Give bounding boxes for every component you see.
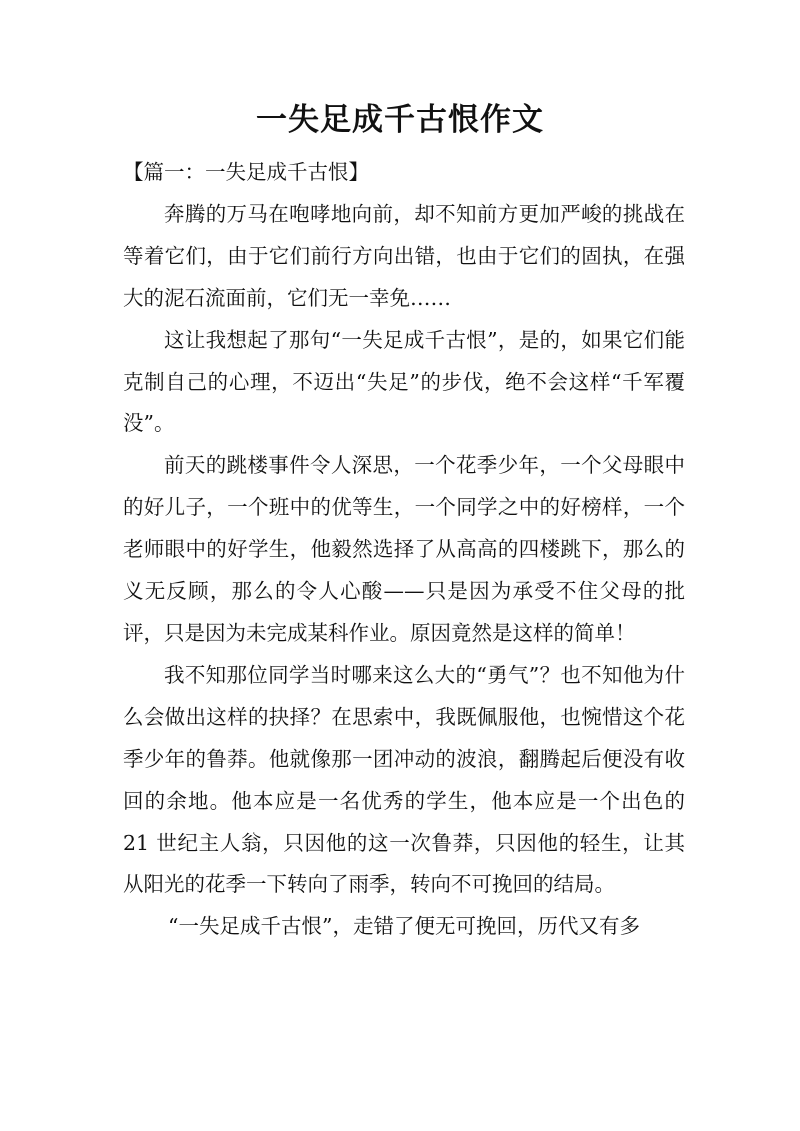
paragraph-2: 这让我想起了那句“一失足成千古恨”，是的，如果它们能克制自己的心理，不迈出“失足”的步伐，绝不会这样“千军覆没”。 bbox=[123, 327, 685, 436]
paragraph-4: 我不知那位同学当时哪来这么大的“勇气”？也不知他为什么会做出这样的抉择？在思索中，我既佩服他，也惋惜这个花季少年的鲁莽。他就像那一团冲动的波浪，翻腾起后便没有收回的余地。他本应是一名优秀的学生，他本应是一个出色的 21 世纪主人翁，只因他的这一次鲁莽，只因他的轻生，让其从阳光的花季一下转向了雨季，转向不可挽回的结局。 bbox=[123, 662, 685, 897]
paragraph-1: 奔腾的万马在咆哮地向前，却不知前方更加严峻的挑战在等着它们，由于它们前行方向出错，也由于它们的固执，在强大的泥石流面前，它们无一幸免…… bbox=[123, 201, 685, 310]
document-body bbox=[123, 152, 685, 948]
paragraph-3: 前天的跳楼事件令人深思，一个花季少年，一个父母眼中的好儿子，一个班中的优等生，一个同学之中的好榜样，一个老师眼中的好学生，他毅然选择了从高高的四楼跳下，那么的义无反顾，那么的令人心酸——只是因为承受不住父母的批评，只是因为未完成某科作业。原因竟然是这样的简单！ bbox=[123, 453, 685, 645]
document-title: 一失足成千古恨作文 bbox=[256, 102, 544, 138]
section-heading: 【篇一：一失足成千古恨】 bbox=[123, 160, 369, 184]
paragraph-5: “一失足成千古恨”，走错了便无可挽回，历代又有多 bbox=[168, 914, 640, 939]
